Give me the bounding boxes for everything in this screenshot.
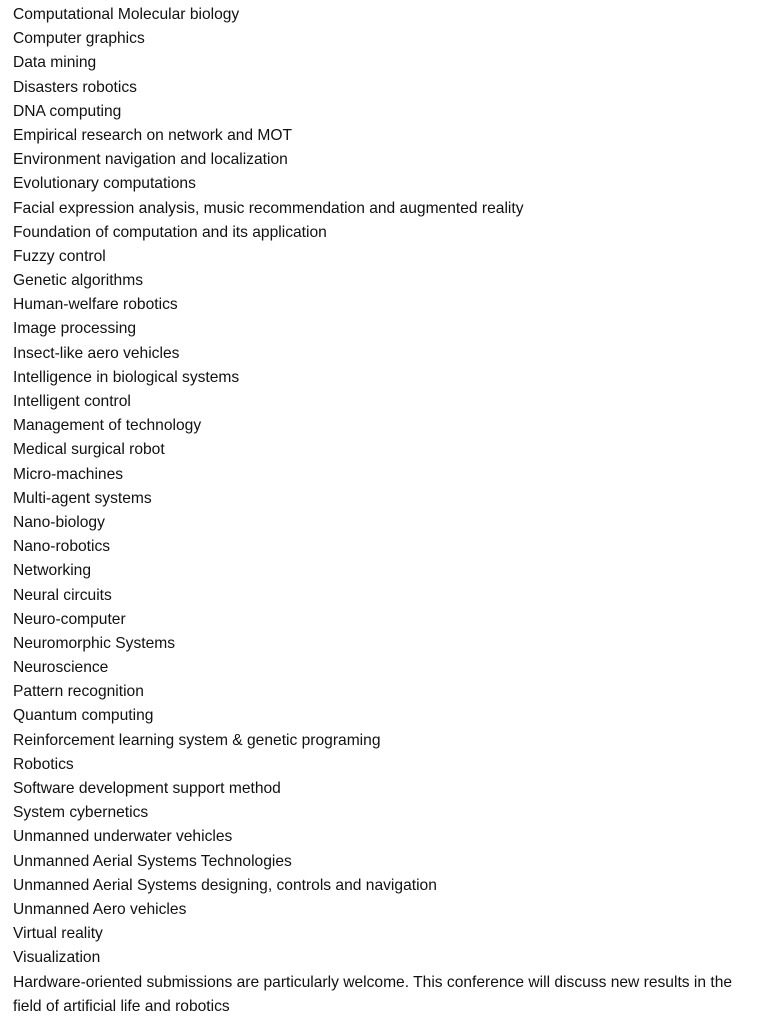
topic-item: Empirical research on network and MOT xyxy=(13,126,293,144)
topic-item: Computer graphics xyxy=(13,30,145,48)
topic-item: Visualization xyxy=(13,949,101,967)
topic-item: Neuromorphic Systems xyxy=(13,634,176,652)
topic-item: Data mining xyxy=(13,54,97,72)
topic-item: Management of technology xyxy=(13,417,202,435)
topic-item: Virtual reality xyxy=(13,925,103,943)
topic-item: Environment navigation and localization xyxy=(13,151,288,169)
topic-item: Disasters robotics xyxy=(13,78,137,96)
topic-item: Intelligent control xyxy=(13,393,131,410)
topic-item: Neuro-computer xyxy=(13,610,126,628)
topic-item: Image processing xyxy=(13,320,137,338)
topic-item: Foundation of computation and its application xyxy=(13,223,327,241)
topic-item: Genetic algorithms xyxy=(13,272,144,290)
topic-item: Quantum computing xyxy=(13,707,154,725)
closing-paragraph: Hardware-oriented submissions are particularly welcome. This conference will discuss new results in the field of artificial life and robotics xyxy=(13,973,733,1015)
topic-item: System cybernetics xyxy=(13,804,149,822)
topic-item: Fuzzy control xyxy=(13,247,106,265)
topic-item: Intelligence in biological systems xyxy=(13,368,240,386)
document-body xyxy=(13,3,755,1019)
topic-item: Unmanned Aerial Systems Technologies xyxy=(13,852,292,870)
topic-item: Unmanned Aero vehicles xyxy=(13,900,187,918)
topic-item: Nano-robotics xyxy=(13,538,111,556)
topic-item: Nano-biology xyxy=(13,513,105,531)
topic-item: Multi-agent systems xyxy=(13,489,152,507)
topic-item: Evolutionary computations xyxy=(13,175,196,193)
topic-item: Micro-machines xyxy=(13,465,124,483)
topic-item: Unmanned Aerial Systems designing, controls and navigation xyxy=(13,876,437,894)
topic-item: Networking xyxy=(13,562,91,580)
topic-item: Neural circuits xyxy=(13,586,112,604)
topic-item: Unmanned underwater vehicles xyxy=(13,828,233,846)
topic-item: Computational Molecular biology xyxy=(13,6,240,23)
topic-item: Insect-like aero vehicles xyxy=(13,344,180,362)
topic-list xyxy=(13,3,755,971)
topic-item: Human-welfare robotics xyxy=(13,296,178,314)
topic-item: Software development support method xyxy=(13,780,281,797)
topic-item: DNA computing xyxy=(13,102,122,120)
topic-item: Neuroscience xyxy=(13,659,109,677)
topic-item: Facial expression analysis, music recommendation and augmented reality xyxy=(13,199,524,217)
topic-item: Pattern recognition xyxy=(13,683,144,701)
topic-item: Reinforcement learning system & genetic programing xyxy=(13,731,381,749)
topic-item: Medical surgical robot xyxy=(13,441,165,459)
topic-item: Robotics xyxy=(13,755,74,773)
